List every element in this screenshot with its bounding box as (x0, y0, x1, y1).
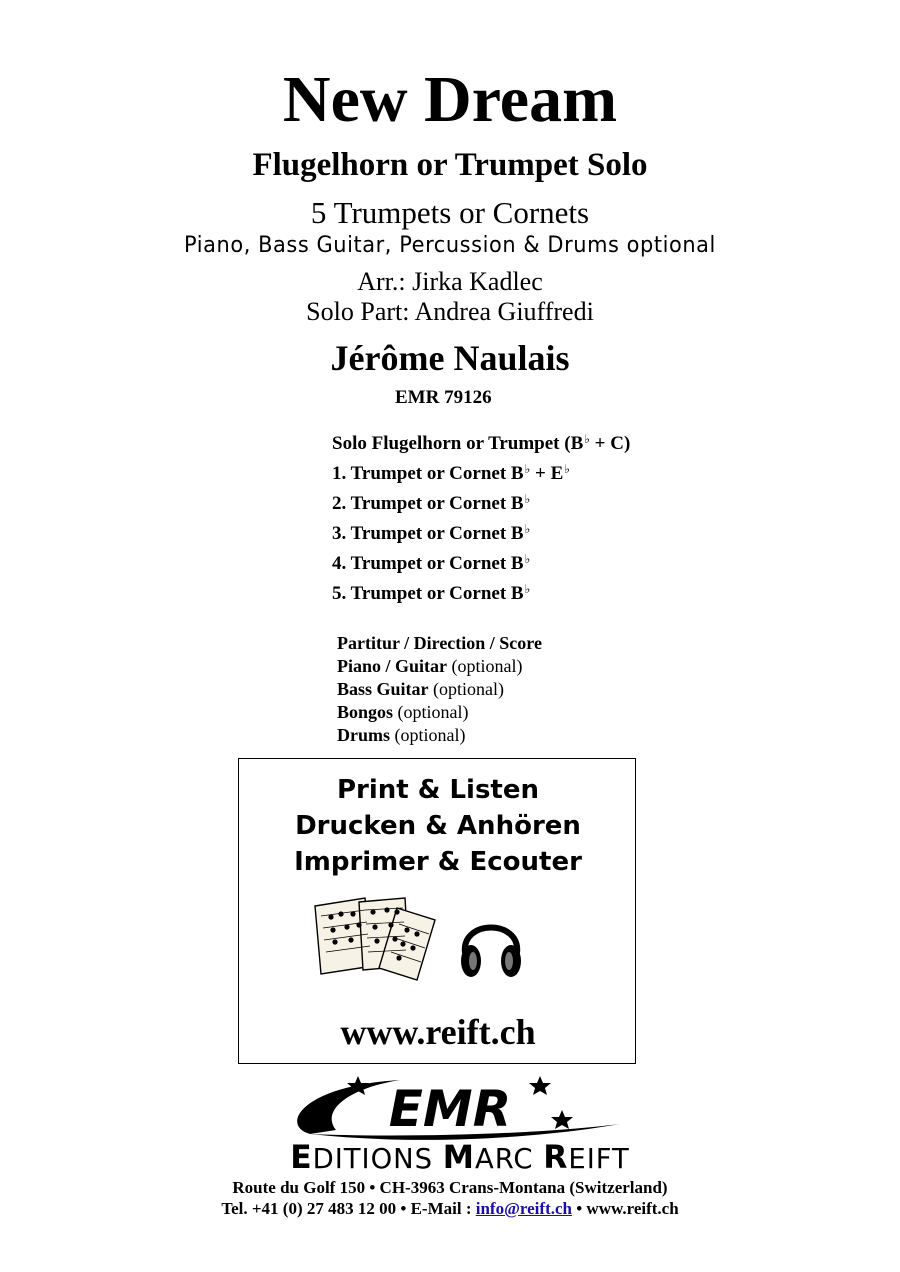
promo-line-print-listen: Print & Listen (336, 775, 540, 805)
publisher-brand: EDITIONS MARC REIFT (290, 1138, 630, 1176)
email-link[interactable]: info@reift.ch (475, 1199, 572, 1218)
catalog-number: EMR 79126 (395, 387, 492, 408)
headphones-icon (457, 909, 525, 981)
part-item: 5. Trumpet or Cornet B♭ (332, 582, 531, 604)
extra-item: Piano / Guitar (optional) (337, 656, 523, 676)
solo-part: Solo Part: Andrea Giuffredi (306, 297, 594, 326)
extras-list (337, 632, 542, 747)
publisher-address: Route du Golf 150 • CH-3963 Crans-Montana (Switzerland) (232, 1178, 668, 1197)
publisher-contact: Tel. +41 (0) 27 483 12 00 • E-Mail : info@reift.ch • www.reift.ch (221, 1199, 679, 1218)
part-item: 3. Trumpet or Cornet B♭ (332, 522, 531, 544)
emr-logo (240, 1074, 680, 1144)
extra-item: Partitur / Direction / Score (337, 633, 542, 653)
emr-logo-text: EMR (388, 1080, 512, 1138)
optional-instruments: Piano, Bass Guitar, Percussion & Drums optional (184, 233, 716, 258)
sheet-music-icon (313, 894, 441, 982)
ensemble: 5 Trumpets or Cornets (310, 195, 590, 230)
part-item: Solo Flugelhorn or Trumpet (B♭ + C) (332, 432, 631, 454)
promo-line-imprimer: Imprimer & Ecouter (294, 847, 582, 877)
parts-list (332, 426, 630, 606)
composer: Jérôme Naulais (330, 338, 570, 378)
extra-item: Drums (optional) (337, 725, 466, 745)
extra-item: Bass Guitar (optional) (337, 679, 504, 699)
promo-url[interactable]: www.reift.ch (340, 1012, 536, 1052)
part-item: 1. Trumpet or Cornet B♭ + E♭ (332, 462, 570, 484)
extra-item: Bongos (optional) (337, 702, 469, 722)
promo-box (238, 758, 636, 1064)
promo-line-drucken: Drucken & Anhören (295, 811, 581, 841)
subtitle: Flugelhorn or Trumpet Solo (252, 147, 648, 183)
title: New Dream (282, 63, 618, 136)
part-item: 4. Trumpet or Cornet B♭ (332, 552, 531, 574)
part-item: 2. Trumpet or Cornet B♭ (332, 492, 531, 514)
arranger: Arr.: Jirka Kadlec (357, 267, 543, 296)
